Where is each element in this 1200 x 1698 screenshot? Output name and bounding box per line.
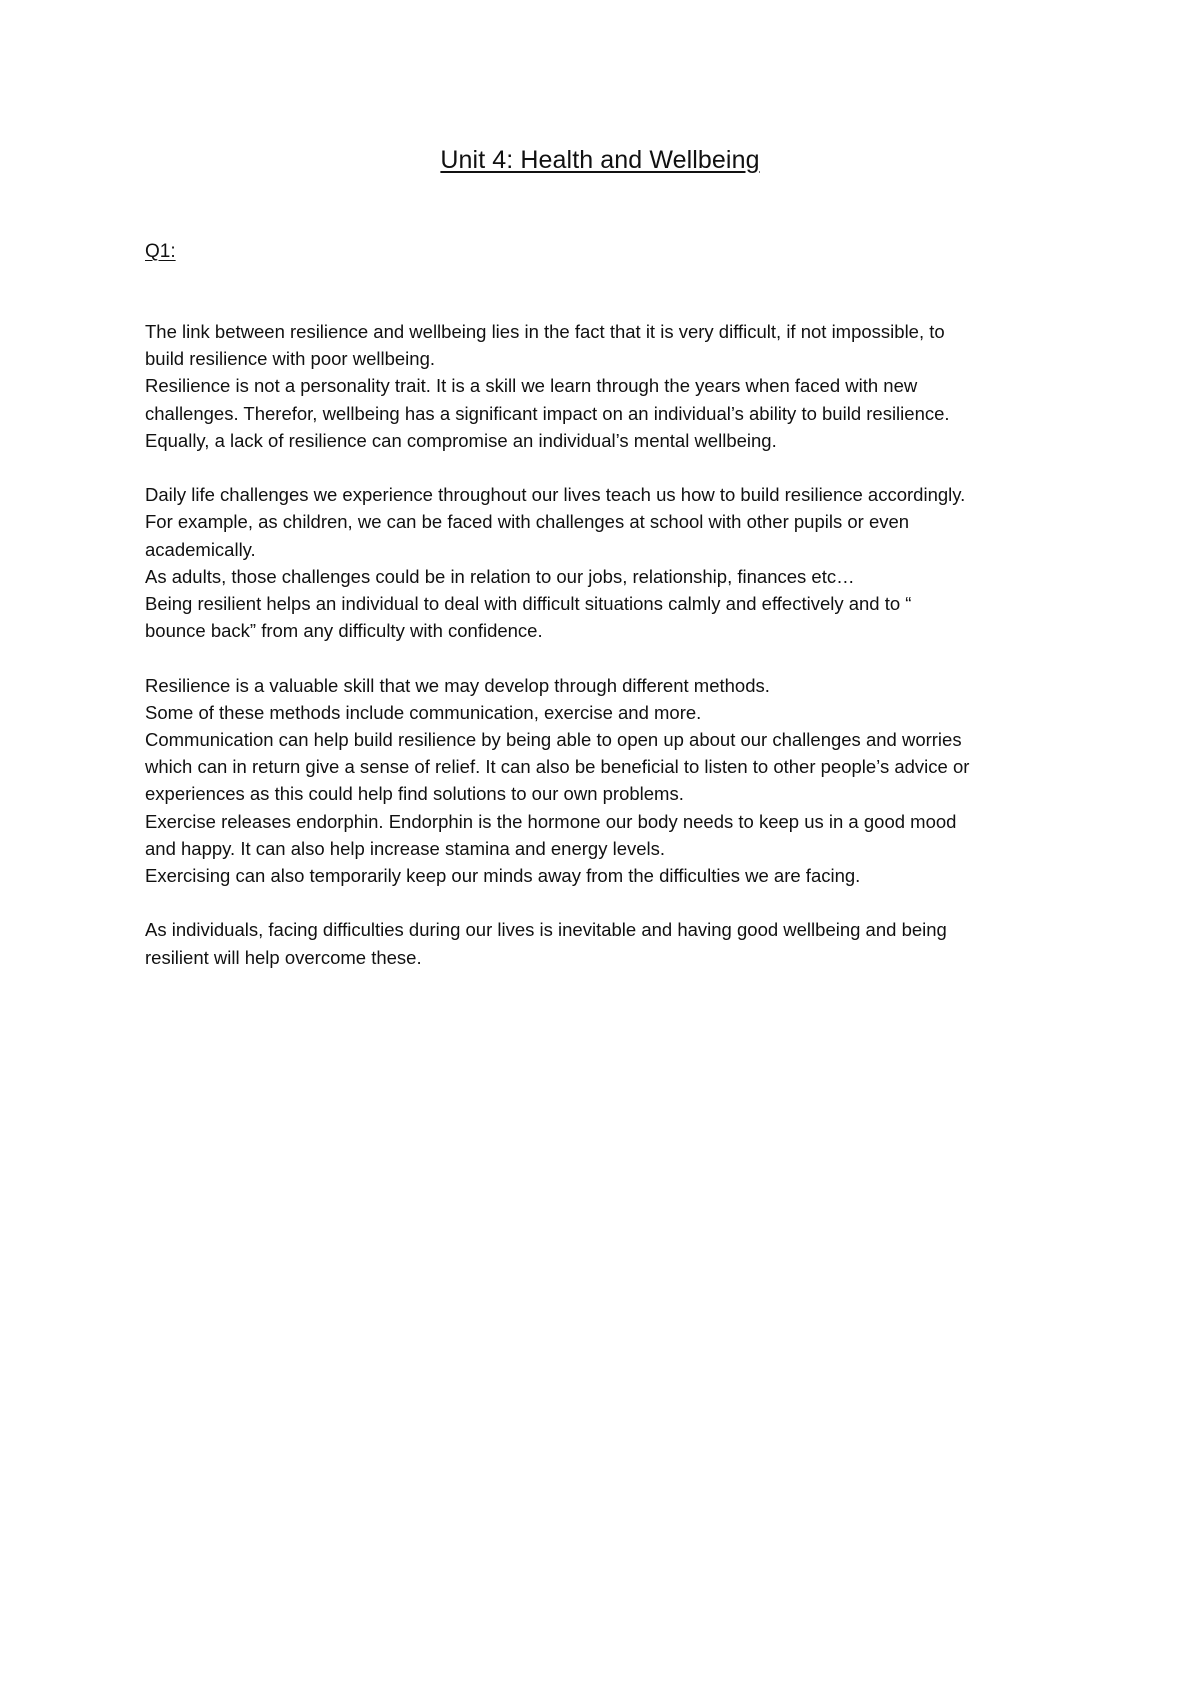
paragraph-3	[145, 672, 1065, 890]
text-line: Daily life challenges we experience throughout our lives teach us how to build resilience accordingly.	[145, 484, 966, 506]
text-line: which can in return give a sense of relief. It can also be beneficial to listen to other people’s advice or	[145, 756, 970, 778]
text-line: As individuals, facing difficulties during our lives is inevitable and having good wellbeing and being	[145, 919, 947, 941]
text-line: academically.	[145, 538, 256, 560]
text-line: and happy. It can also help increase stamina and energy levels.	[145, 837, 666, 859]
text-line: resilient will help overcome these.	[145, 946, 422, 968]
text-line: Communication can help build resilience by being able to open up about our challenges and worries	[145, 729, 962, 751]
text-line: Some of these methods include communication, exercise and more.	[145, 701, 702, 723]
paragraph-1	[145, 318, 1065, 454]
text-line: Resilience is a valuable skill that we may develop through different methods.	[145, 674, 770, 696]
text-line: Exercise releases endorphin. Endorphin is the hormone our body needs to keep us in a good mood	[145, 810, 957, 832]
text-line: challenges. Therefor, wellbeing has a significant impact on an individual’s ability to build resilience.	[145, 402, 950, 424]
text-line: Exercising can also temporarily keep our minds away from the difficulties we are facing.	[145, 865, 861, 887]
paragraph-2	[145, 481, 1065, 644]
paragraph-4	[145, 916, 1065, 970]
text-line: Being resilient helps an individual to deal with difficult situations calmly and effectively and to “	[145, 593, 912, 615]
text-line: experiences as this could help find solutions to our own problems.	[145, 783, 684, 805]
text-line: The link between resilience and wellbeing lies in the fact that it is very difficult, if not impossible, to	[145, 321, 945, 342]
text-line: Equally, a lack of resilience can compromise an individual’s mental wellbeing.	[145, 429, 777, 451]
text-line: build resilience with poor wellbeing.	[145, 348, 435, 370]
document-body	[145, 318, 1065, 998]
text-line: For example, as children, we can be faced with challenges at school with other pupils or even	[145, 511, 910, 533]
document-title: Unit 4: Health and Wellbeing	[440, 146, 760, 174]
text-line: Resilience is not a personality trait. It is a skill we learn through the years when faced with new	[145, 375, 918, 397]
text-line: bounce back” from any difficulty with confidence.	[145, 620, 543, 642]
text-line: As adults, those challenges could be in relation to our jobs, relationship, finances etc…	[145, 565, 855, 587]
question-label: Q1:	[145, 241, 176, 262]
